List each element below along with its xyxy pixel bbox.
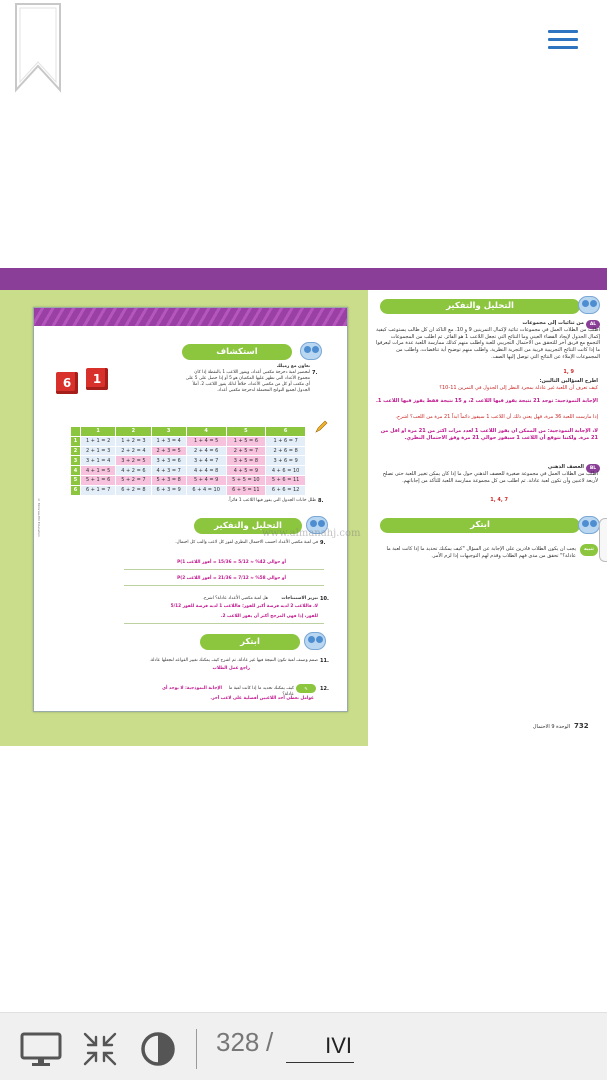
table-cell: 5 + 2 = 7 [116, 475, 151, 485]
bottom-toolbar [0, 1012, 607, 1080]
level-badge-bl: BL [586, 464, 600, 473]
table-cell: 1 + 4 = 5 [186, 436, 226, 446]
ask-label: اطرح السؤالين التاليين: [539, 378, 598, 384]
explore-label: تعاون مع زميلك [276, 364, 310, 369]
item9-number: 9. [320, 540, 326, 546]
item12-answer-b: عوامل تعطي أحد اللاعبين أفضلية على لاعب آخر. [210, 696, 314, 701]
table-cell: 1 + 6 = 7 [266, 436, 306, 446]
table-cell: 2 + 1 = 3 [81, 446, 116, 456]
item9-answer-1: أو حوالي 42% ≈ 5/12 = 15/36 = أفوز اللاعب P(1 [177, 560, 286, 565]
red-die-one: 1 [86, 368, 108, 390]
item12-number: 12. [320, 686, 329, 692]
table-row [71, 436, 306, 446]
row-header: 5 [71, 475, 81, 485]
item11-text: صمم وصنف لعبة تكون النتيجة فيها غير عادلة، ثم اشرح كيف يمكنك تغيير القواعد لتجعلها عادلة. [149, 658, 318, 663]
item10-answer-a: لا، فاللاعب 2 لديه فرصة أكبر للفوز؛ فاللاعب 1 لديه فرصة للفوز 5/12 [170, 604, 318, 609]
answer-line [124, 585, 324, 586]
group-icon [578, 296, 600, 314]
col-header: 6 [266, 427, 306, 437]
item12-badge: ✎ [296, 684, 316, 693]
lightbulb-icon [304, 632, 326, 650]
bookmark-icon[interactable] [14, 2, 64, 94]
table-cell: 3 + 3 = 6 [151, 456, 186, 466]
outcomes-table [70, 426, 306, 496]
table-cell: 1 + 3 = 4 [151, 436, 186, 446]
corner-cell [71, 427, 81, 437]
footer-page-number: 732 [574, 722, 589, 730]
table-cell: 3 + 1 = 4 [81, 456, 116, 466]
answer-line [124, 569, 324, 570]
col-header: 4 [186, 427, 226, 437]
row-header: 3 [71, 456, 81, 466]
table-cell: 6 + 2 = 8 [116, 485, 151, 495]
table-cell: 6 + 1 = 7 [81, 485, 116, 495]
col-header: 1 [81, 427, 116, 437]
table-cell: 6 + 5 = 11 [226, 485, 266, 495]
item9-answer-2: أو حوالي 58% ≈ 7/12 = 21/36 = أفوز اللاعب P(2 [177, 576, 286, 581]
table-cell: 2 + 3 = 5 [151, 446, 186, 456]
row-header: 4 [71, 466, 81, 476]
table-cell: 6 + 3 = 9 [151, 485, 186, 495]
collapse-arrows-icon[interactable] [82, 1031, 122, 1067]
toolbar-divider [196, 1029, 197, 1069]
table-cell: 2 + 4 = 6 [186, 446, 226, 456]
para1-title: من ثنائيات إلى مجموعات [522, 320, 584, 326]
table-row [71, 456, 306, 466]
table-row [71, 475, 306, 485]
table-row [71, 466, 306, 476]
para1-text: اطلب من الطلاب العمل في مجموعات ثنائية لإكمال التمرينين 9 و 10. مع التأكد أن كل طالب يستوعب كيفية إكمال الجدول لإيجاد الفضاء العيني وما النتائج التي تجعل اللاعب 1 هو الفائز. ثم اطلب من المجموعات التجمع مع فريق آخر للتحقق من الاحتمال التجريبي للعبة واطلب منهم كذلك ممارسة اللعبة عدة مرات ليعرفوا ما إذا كانت النتائج التجريبية قريبة من التجربة النظرية. واطلب منهم توضيح أية تناقضات، واطلب من المجموعات الإملاء عن النتائج التي توصل إليها الصف. [376, 327, 600, 360]
watermark: www.almanahj.com [262, 528, 361, 539]
table-cell: 3 + 5 = 8 [226, 456, 266, 466]
item7-text: لتحضير لعبة دحرجة مكعبي أعداد، ويفوز اللاعب 1 بالنقطة إذا كان مجموع الأعداد التي تظهر عليها المكعبان هو 5 أو إذا حصل على 5 على أي مكعب أو كل من مكعبي الأعداد، خلافاً لذلك يفوز اللاعب 2. أملأ الجدول لجميع النواتج المحتملة لدحرجة مكعبي أعداد. [185, 370, 310, 393]
red-die-six: 6 [56, 372, 78, 394]
create-header: ابتكر [200, 634, 300, 650]
table-cell: 5 + 6 = 11 [266, 475, 306, 485]
row-header: 1 [71, 436, 81, 446]
table-cell: 2 + 2 = 4 [116, 446, 151, 456]
page-viewer[interactable] [0, 268, 607, 746]
item10-title: تبرير الاستنتاجات [281, 596, 318, 601]
item11-answer: راجع عمل الطلاب [212, 666, 250, 671]
table-cell: 4 + 1 = 5 [81, 466, 116, 476]
item8-text: ظلل خانات الجدول التي يفوز فيها اللاعب 1 فائزاً. [227, 498, 316, 503]
page-top-band [0, 268, 607, 290]
para1-refs: 9 ,1 [563, 369, 574, 375]
table-cell: 1 + 5 = 6 [226, 436, 266, 446]
table-cell: 4 + 3 = 7 [151, 466, 186, 476]
explore-header: استكشاف [182, 344, 292, 360]
question-2: إذا مارست اللعبة 36 مرة، فهل يعني ذلك أن اللاعب 1 سيفوز دائماً ابداً 21 مرة من اللعب؟ اشرح. [395, 414, 598, 420]
row-header: 2 [71, 446, 81, 456]
level-badge-al: AL [586, 320, 600, 329]
desktop-icon[interactable] [20, 1031, 60, 1067]
right-page [368, 290, 607, 746]
para2-text: اطلب من الطلاب العمل في مجموعة صغيرة للعصف الذهني حول ما إذا كان يمكن تغيير اللعبة حتى تصلح لأربعة لاعبين وأن تكون لعبة عادلة. ثم اطلب من كل مجموعة ممارسة اللعبة للتأكد من إجاباتهم. [382, 471, 598, 484]
para2-title: العصف الذهني [547, 464, 584, 470]
item12-answer-a: الإجابة النموذجية: لا يوجد أي [162, 686, 222, 691]
table-cell: 4 + 5 = 9 [226, 466, 266, 476]
item10-answer-b: للفوز، إذا فهي المرجح أكثر أن يفوز اللاعب 2. [220, 614, 318, 619]
contrast-icon[interactable] [140, 1031, 180, 1067]
student-page [33, 307, 348, 712]
footer-unit-label: الوحدة 9 الاحتمال [532, 724, 570, 730]
table-cell: 1 + 2 = 3 [116, 436, 151, 446]
para2-refs: 7 ,4 ,1 [490, 497, 508, 503]
question-2-answer: لا، الإجابة النموذجية: من الممكن أن يفوز اللاعب 1 لعدد مرات أكثر من 21 مرة أو أقل من 21 مرة. ولكننا نتوقع أن اللاعب 1 سيفوز حوالي 21 مرة وفق الاحتمال النظري. [380, 428, 598, 441]
lightbulb-icon [578, 516, 600, 534]
question-1-answer: الإجابة النموذجية: توجد 21 نتيجة يفوز فيها اللاعب 2، و 15 نتيجة فقط يفوز فيها اللاعب 1. [376, 398, 598, 404]
table-cell: 3 + 2 = 5 [116, 456, 151, 466]
item10-text: هل لعبة مكعبي الأعداد عادلة؟ اشرح. [202, 596, 268, 601]
table-cell: 2 + 5 = 7 [226, 446, 266, 456]
spine-copyright: © McGraw-Hill Education [37, 498, 41, 537]
table-row [71, 485, 306, 495]
pencil-icon [314, 420, 328, 434]
table-cell: 5 + 4 = 9 [186, 475, 226, 485]
item8-number: 8. [318, 498, 324, 504]
table-cell: 4 + 4 = 8 [186, 466, 226, 476]
hamburger-menu-icon[interactable] [548, 30, 578, 54]
student-page-band [34, 308, 347, 326]
question-1: كيف تعرف أن اللعبة غير عادلة بمجرد النظر إلى الجدول في التمرين 11-10؟ [439, 385, 598, 391]
item11-number: 11. [320, 658, 329, 664]
item12-text: كيف يمكنك تحديد ما إذا كانت لعبة ما عادلة؟ [228, 686, 294, 697]
answer-line [124, 623, 324, 624]
create-header: ابتكر [380, 518, 580, 533]
page-total-input[interactable] [286, 1029, 354, 1063]
group-icon [300, 342, 322, 360]
item10-number: 10. [320, 596, 329, 602]
table-cell: 3 + 6 = 9 [266, 456, 306, 466]
item9-text: في لعبة مكعبي الأعداد احسب الاحتمال النظري لفوز كل لاعب والتب كل احتمال. [175, 540, 318, 545]
side-scroll-handle[interactable] [599, 518, 607, 562]
item7-number: 7. [312, 370, 318, 376]
table-cell: 5 + 1 = 6 [81, 475, 116, 485]
table-cell: 5 + 3 = 8 [151, 475, 186, 485]
analysis-header: التحليل والتفكير [380, 299, 580, 314]
table-header-row [71, 427, 306, 437]
table-cell: 6 + 6 = 12 [266, 485, 306, 495]
col-header: 5 [226, 427, 266, 437]
col-header: 2 [116, 427, 151, 437]
col-header: 3 [151, 427, 186, 437]
table-cell: 2 + 6 = 8 [266, 446, 306, 456]
para3-text: يجب أن يكون الطلاب قادرين على الإجابة عن السؤال "كيف يمكنك تحديد ما إذا كانت لعبة ما عادلة؟" تحقق من مدى فهم الطلاب وقدم لهم التوجيهات إذا لزم الأمر. [386, 546, 576, 559]
table-cell: 4 + 2 = 6 [116, 466, 151, 476]
current-page-number: 328 [216, 1027, 260, 1057]
analysis-header: التحليل والتفكير [194, 518, 302, 534]
table-cell: 4 + 6 = 10 [266, 466, 306, 476]
left-page [0, 290, 368, 746]
table-cell: 1 + 1 = 2 [81, 436, 116, 446]
page-separator: / [266, 1027, 274, 1057]
table-cell: 6 + 4 = 10 [186, 485, 226, 495]
table-cell: 5 + 5 = 10 [226, 475, 266, 485]
tip-badge: تنبيه [580, 544, 598, 556]
row-header: 6 [71, 485, 81, 495]
table-cell: 3 + 4 = 7 [186, 456, 226, 466]
table-row [71, 446, 306, 456]
